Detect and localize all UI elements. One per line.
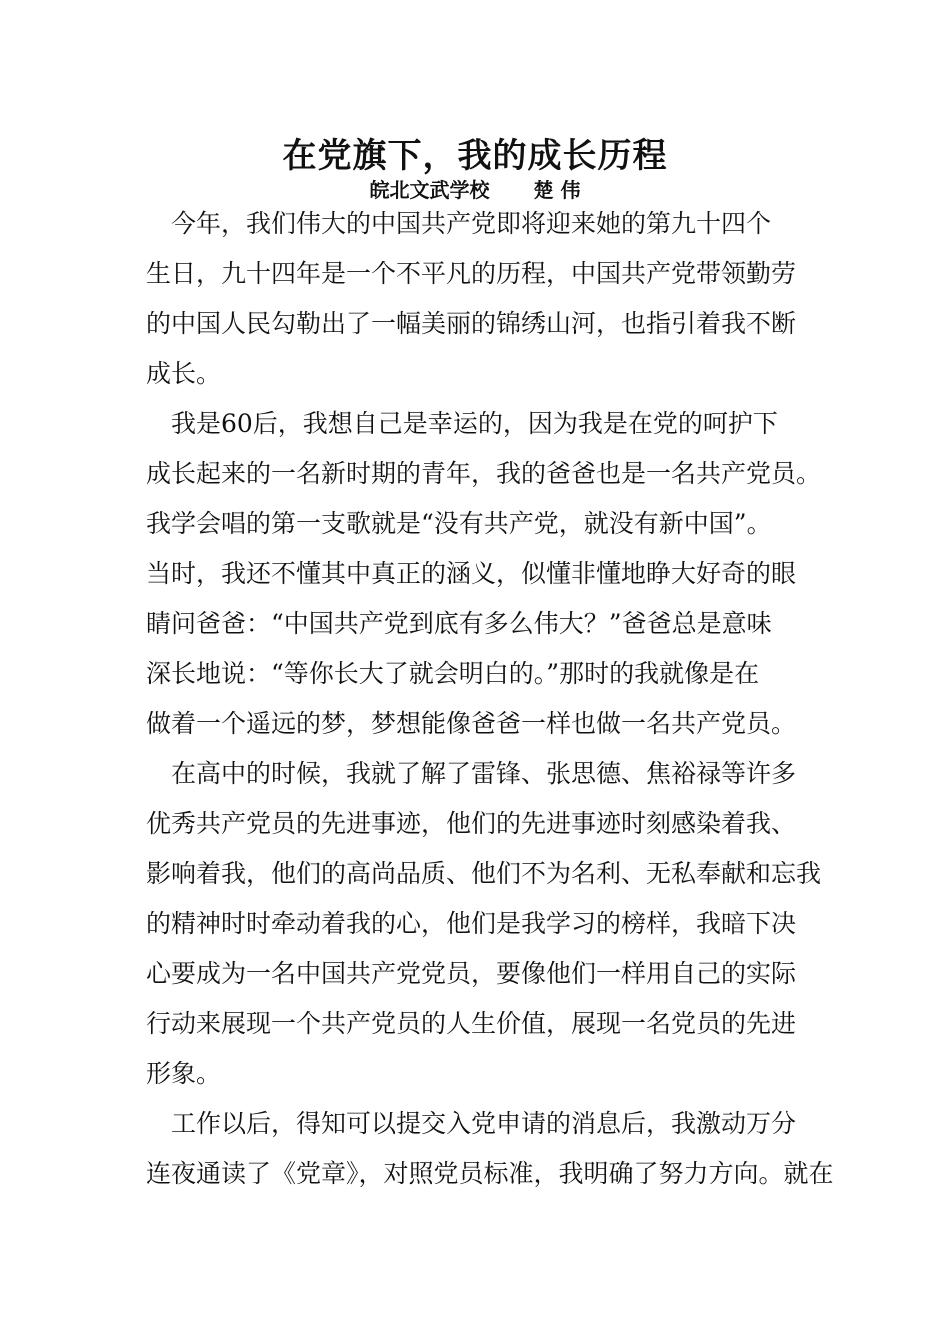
body-line: 今年，我们伟大的中国共产党即将迎来她的第九十四个 [146,209,772,238]
body-line: 影响着我，他们的高尚品质、他们不为名利、无私奉献和忘我 [146,859,822,888]
body-line: 的中国人民勾勒出了一幅美丽的锦绣山河，也指引着我不断 [146,309,797,338]
author-name: 楚 伟 [533,178,581,202]
page-title: 在党旗下，我的成长历程 [282,136,668,176]
body-line: 深长地说：“等你长大了就会明白的。”那时的我就像是在 [146,659,760,688]
body-line: 行动来展现一个共产党员的人生价值，展现一名党员的先进 [146,1009,797,1038]
body-line: 形象。 [146,1059,222,1088]
body-line: 我学会唱的第一支歌就是“没有共产党，就没有新中国”。 [146,509,772,538]
body-line: 优秀共产党员的先进事迹，他们的先进事迹时刻感染着我、 [146,809,797,838]
author-line [0,174,950,203]
body-line: 成长起来的一名新时期的青年，我的爸爸也是一名共产党员。 [146,459,822,488]
body-line: 成长。 [146,359,222,388]
body-line: 做着一个遥远的梦，梦想能像爸爸一样也做一名共产党员。 [146,709,797,738]
body-line: 在高中的时候，我就了解了雷锋、张思德、焦裕禄等许多 [146,759,797,788]
body-line: 我是60后，我想自己是幸运的，因为我是在党的呵护下 [146,409,778,438]
body-line: 心要成为一名中国共产党党员，要像他们一样用自己的实际 [146,959,797,988]
body-line: 工作以后，得知可以提交入党申请的消息后，我激动万分 [146,1109,797,1138]
author-school: 皖北文武学校 [369,178,490,202]
body-line: 睛问爸爸：“中国共产党到底有多么伟大？”爸爸总是意味 [146,609,772,638]
body-line: 的精神时时牵动着我的心，他们是我学习的榜样，我暗下决 [146,909,797,938]
body-line: 连夜通读了《党章》，对照党员标准，我明确了努力方向。就在 [146,1159,834,1188]
body-line: 生日，九十四年是一个不平凡的历程，中国共产党带领勤劳 [146,259,797,288]
body-line: 当时，我还不懂其中真正的涵义，似懂非懂地睁大好奇的眼 [146,559,797,588]
